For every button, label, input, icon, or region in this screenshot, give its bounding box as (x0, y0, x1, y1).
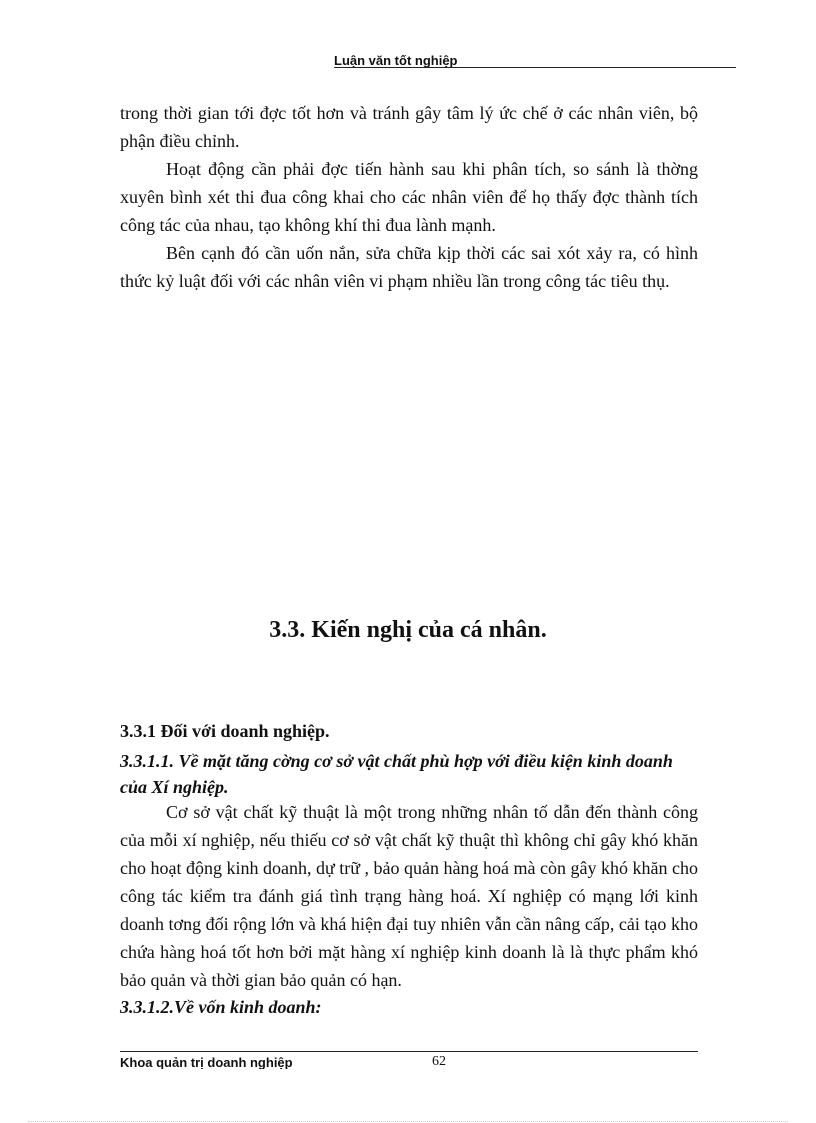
paragraph-activities: Hoạt động cần phải đợc tiến hành sau khi phân tích, so sánh là thờng xuyên bình xét thi đua công khai cho các nhân viên để họ thấy đợc thành tích công tác của nhau, tạo không khí thi đua lành mạnh. (120, 159, 698, 235)
footer-department: Khoa quản trị doanh nghiệp (120, 1057, 293, 1069)
paragraph-continuation: trong thời gian tới đợc tốt hơn và tránh gây tâm lý ức chế ở các nhân viên, bộ phận điều chỉnh. (120, 103, 698, 151)
paragraph-discipline: Bên cạnh đó cần uốn nắn, sửa chữa kịp thời các sai xót xảy ra, có hình thức kỷ luật đối với các nhân viên vi phạm nhiều lần trong công tác tiêu thụ. (120, 243, 698, 291)
item-heading-capital: 3.3.1.2.Về vốn kinh doanh: (120, 997, 322, 1017)
subsection-heading: 3.3.1 Đối với doanh nghiệp. (120, 721, 330, 741)
page-number: 62 (432, 1054, 446, 1069)
paragraph-facilities: Cơ sở vật chất kỹ thuật là một trong những nhân tố dẫn đến thành công của mỗi xí nghiệp, nếu thiếu cơ sở vật chất kỹ thuật thì không chỉ gây khó khăn cho hoạt động kinh doanh, dự trữ , bảo quản hàng hoá mà còn gây khó khăn cho công tác kiểm tra đánh giá tình trạng hàng hoá. Xí nghiệp có mạng lới kinh doanh tơng đối rộng lớn và khá hiện đại tuy nhiên vẫn cần nâng cấp, cải tạo kho chứa hàng hoá tốt hơn bởi mặt hàng xí nghiệp kinh doanh là là thực phẩm khó bảo quản và thời gian bảo quản có hạn. (120, 802, 698, 990)
section-title: 3.3. Kiến nghị của cá nhân. (269, 617, 547, 643)
footer-divider (120, 1051, 698, 1052)
item-heading-facilities: 3.3.1.1. Về mặt tăng cờng cơ sở vật chất phù hợp với điều kiện kinh doanh của Xí nghiệp. (120, 751, 673, 797)
page-edge-divider (28, 1121, 788, 1122)
running-header: Luận văn tốt nghiệp (334, 55, 736, 68)
